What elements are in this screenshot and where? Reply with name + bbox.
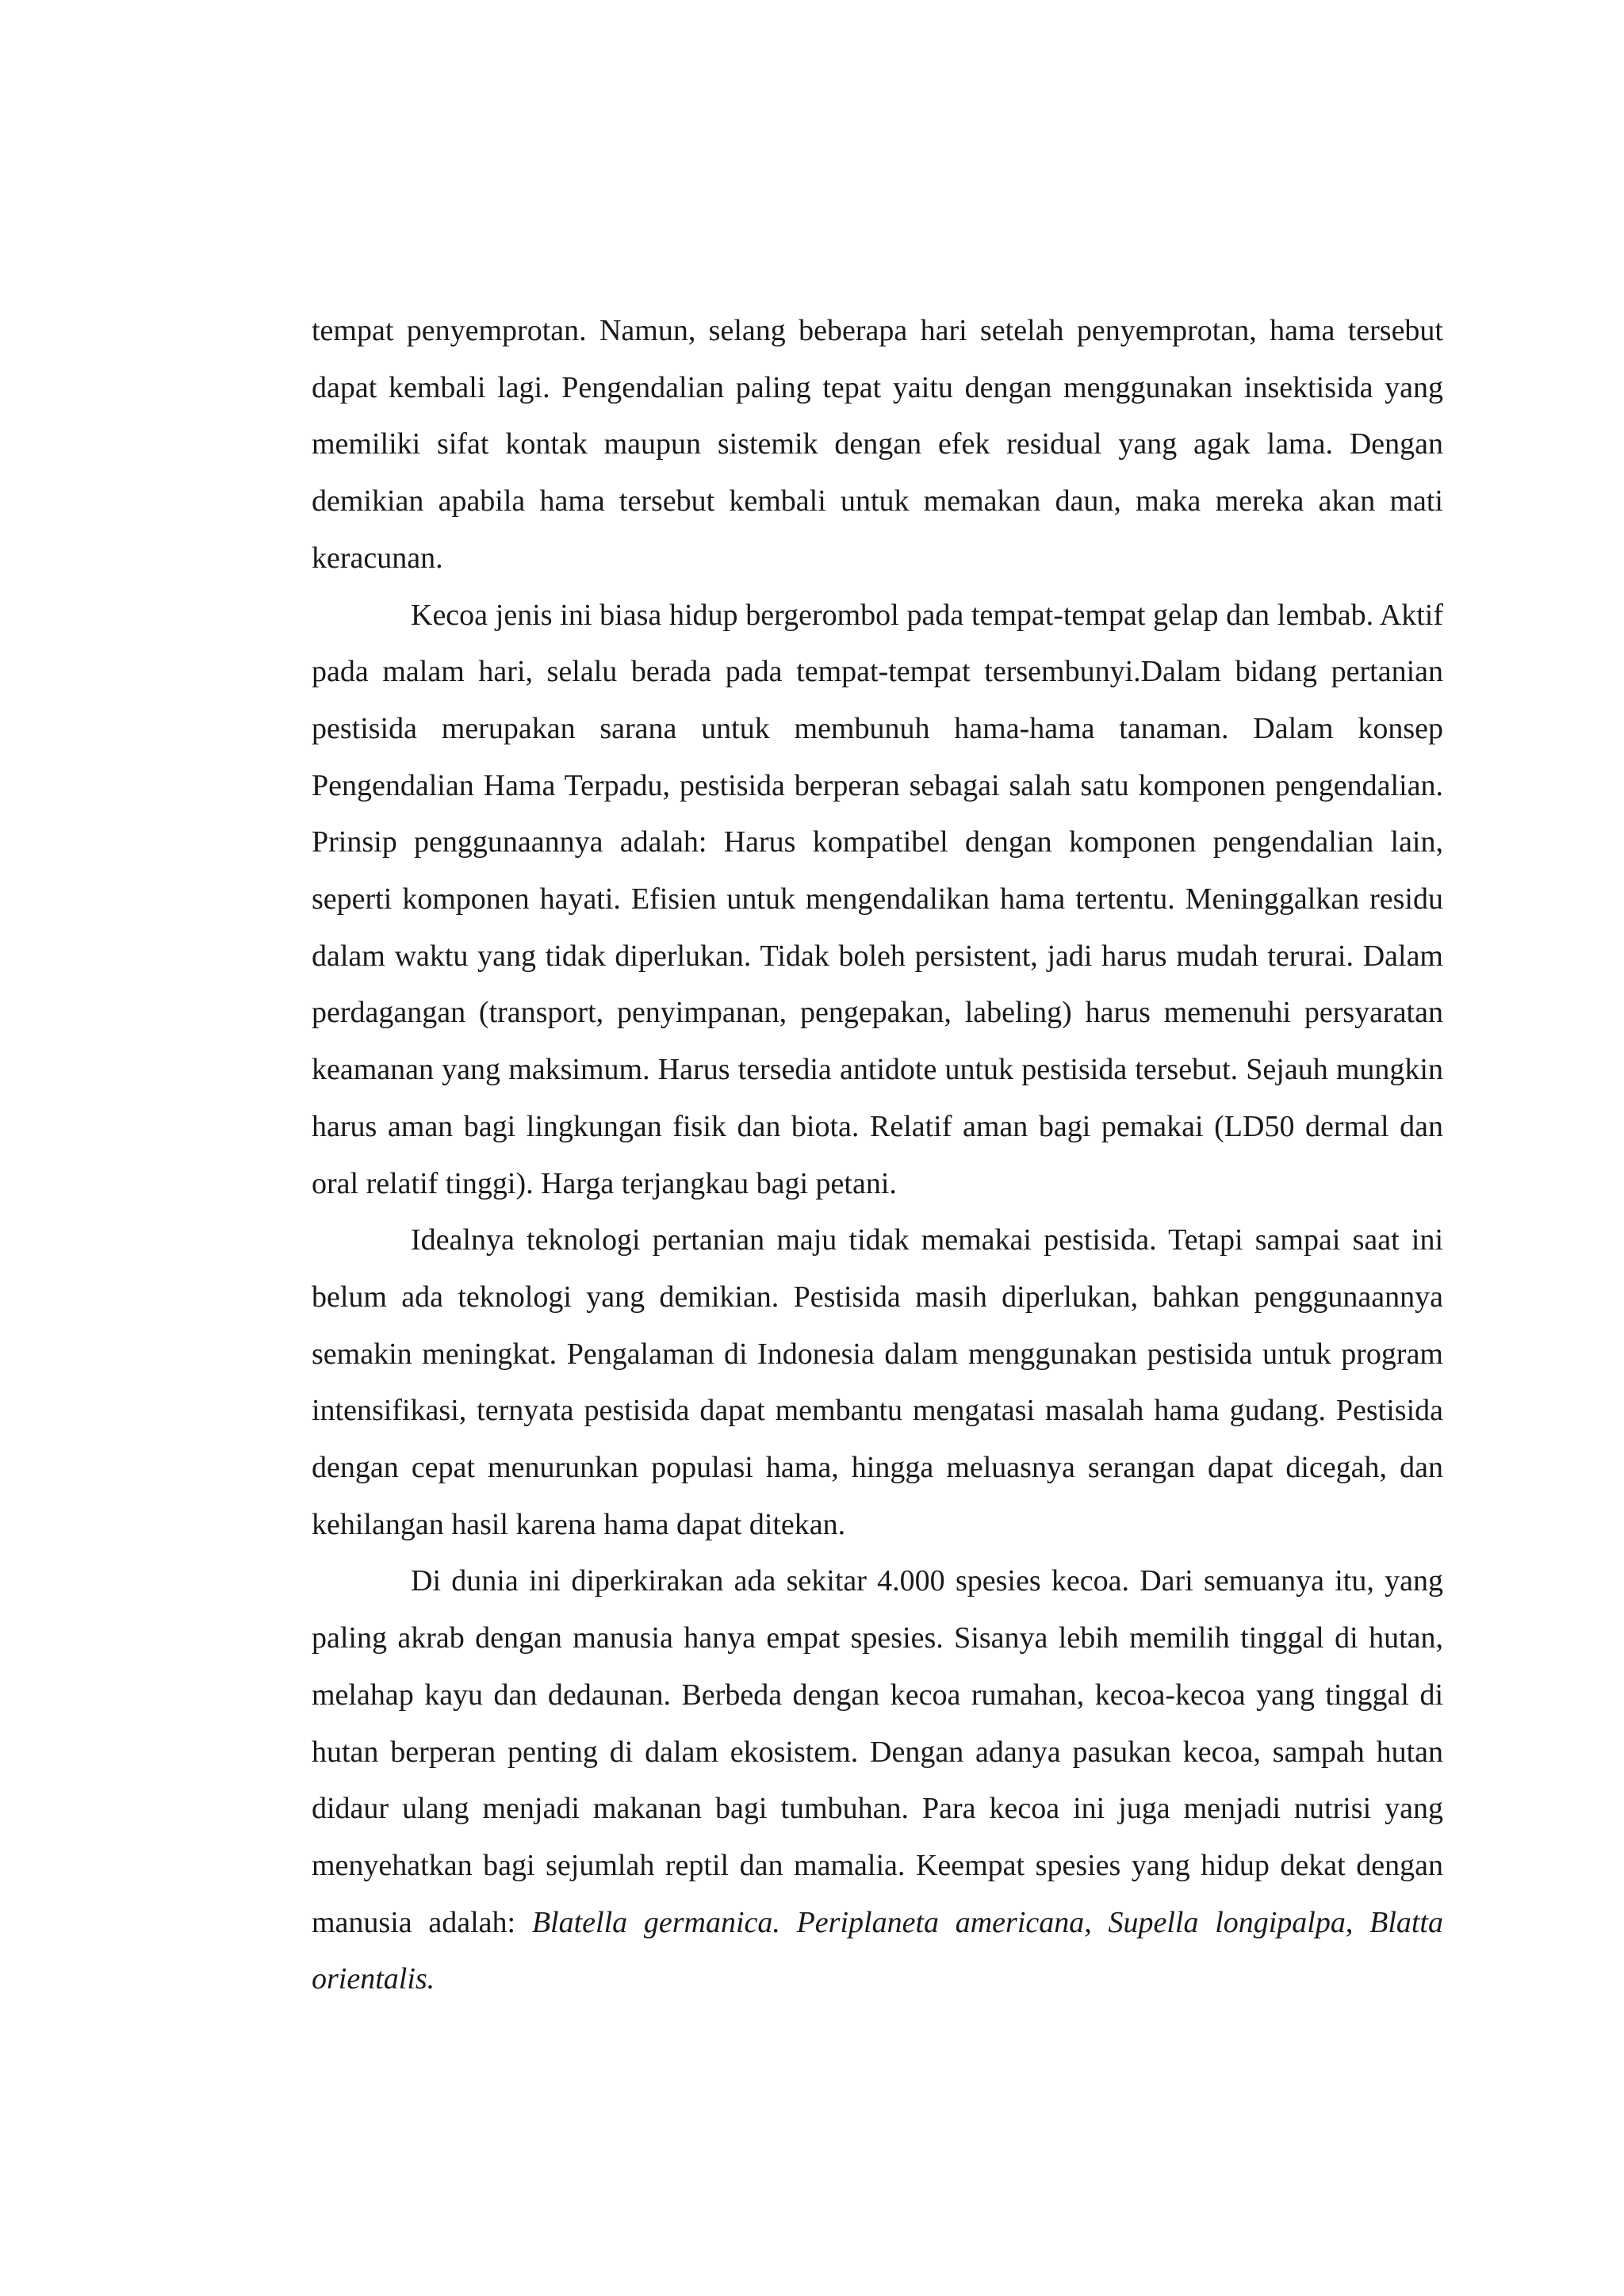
paragraph-2 [312, 587, 1443, 1213]
paragraph-4 [312, 1553, 1443, 2008]
paragraph-3-text: Idealnya teknologi pertanian maju tidak memakai pestisida. Tetapi sampai saat ini belum ada teknologi yang demikian. Pestisida masih diperlukan, bahkan penggunaannya semakin meningkat. Pengalaman di Indonesia dalam menggunakan pestisida untuk program intensifikasi, ternyata pestisida dapat membantu mengatasi masalah hama gudang. Pestisida dengan cepat menurunkan populasi hama, hingga meluasnya serangan dapat dicegah, dan kehilangan hasil karena hama dapat ditekan. [312, 1223, 1443, 1541]
paragraph-2-text: Kecoa jenis ini biasa hidup bergerombol pada tempat-tempat gelap dan lembab. Aktif pada malam hari, selalu berada pada tempat-tempat tersembunyi.Dalam bidang pertanian pestisida merupakan sarana untuk membunuh hama-hama tanaman. Dalam konsep Pengendalian Hama Terpadu, pestisida berperan sebagai salah satu komponen pengendalian. Prinsip penggunaannya adalah: Harus kompatibel dengan komponen pengendalian lain, seperti komponen hayati. Efisien untuk mengendalikan hama tertentu. Meninggalkan residu dalam waktu yang tidak diperlukan. Tidak boleh persistent, jadi harus mudah terurai. Dalam perdagangan (transport, penyimpanan, pengepakan, labeling) harus memenuhi persyaratan keamanan yang maksimum. Harus tersedia antidote untuk pestisida tersebut. Sejauh mungkin harus aman bagi lingkungan fisik dan biota. Relatif aman bagi pemakai (LD50 dermal dan oral relatif tinggi). Harga terjangkau bagi petani. [312, 598, 1443, 1200]
body-text [312, 303, 1443, 2008]
species-name-blatta: Blatta orientalis. [312, 1905, 1443, 1996]
paragraph-1-text: tempat penyemprotan. Namun, selang beberapa hari setelah penyemprotan, hama tersebut dapat kembali lagi. Pengendalian paling tepat yaitu dengan menggunakan insektisida yang memiliki sifat kontak maupun sistemik dengan efek residual yang agak lama. Dengan demikian apabila hama tersebut kembali untuk memakan daun, maka mereka akan mati keracunan. [312, 314, 1443, 575]
paragraph-1 [312, 303, 1443, 587]
paragraph-3 [312, 1212, 1443, 1553]
species-names-italic: Blatella germanica. Periplaneta americana, Supella longipalpa [531, 1905, 1346, 1939]
species-separator: , [1345, 1905, 1370, 1939]
paragraph-4-text: Di dunia ini diperkirakan ada sekitar 4.000 spesies kecoa. Dari semuanya itu, yang paling akrab dengan manusia hanya empat spesies. Sisanya lebih memilih tinggal di hutan, melahap kayu dan dedaunan. Berbeda dengan kecoa rumahan, kecoa-kecoa yang tinggal di hutan berperan penting di dalam ekosistem. Dengan adanya pasukan kecoa, sampah hutan didaur ulang menjadi makanan bagi tumbuhan. Para kecoa ini juga menjadi nutrisi yang menyehatkan bagi sejumlah reptil dan mamalia. Keempat spesies yang hidup dekat dengan manusia adalah: [312, 1564, 1443, 1939]
